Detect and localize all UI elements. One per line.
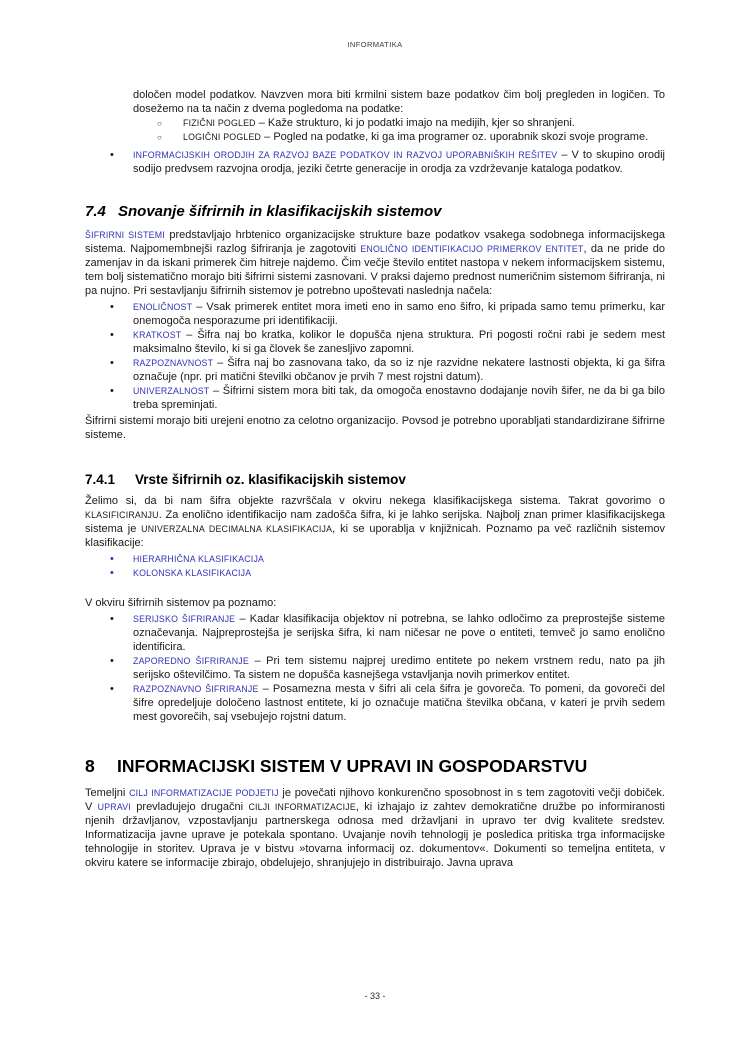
body-text: – Šifra naj bo kratka, kolikor le dopušča njena struktura. Pri pogosti ročni rabi je sedem mest maksimalno število, ki si ga človek še zanesljivo zapomni. [133, 329, 665, 355]
term-text: LOGIČNI POGLED [183, 132, 262, 142]
body-text: predstavljajo hrbtenico organizacijske strukture baze podatkov vsakega sodobnega informacijskega sistema. Najpomembnejši razlog šifriranja je zagotoviti [85, 229, 665, 255]
body-text: Želimo si, da bi nam šifra objekte razvrščala v okviru nekega klasifikacijskega sistema. Takrat govorimo o [85, 495, 665, 507]
coding-types-list [85, 612, 665, 724]
term-text: UPRAVI [97, 802, 131, 812]
term-text: UNIVERZALNOST [133, 386, 210, 396]
list-item [85, 682, 665, 724]
body-text: Šifrirni sistemi morajo biti urejeni enotno za celotno organizacijo. Povsod je potrebno uporabljati standardizirane šifrirne sisteme. [85, 415, 665, 441]
section-heading-7-4 [85, 202, 665, 221]
paragraph-coding-types-intro [85, 596, 665, 610]
list-item [85, 328, 665, 356]
body-text: – Kaže strukturo, ki jo podatki imajo na medijih, kjer so shranjeni. [255, 117, 575, 129]
term-text: CILJI INFORMATIZACIJE [248, 802, 356, 812]
body-text: , ki izhajajo iz zahtev demokratične družbe po informiranosti njenih državljanov, vzpostavljanju partnerskega odnosa med državljani in upravo ter dvig kvalitete sredstev. Informatizacija javne uprave je potekala spontano. Uvajanje novih tehnologij je posledica pritiska trga informacijske tehnologije in storitev. Uprava je v bistvu »tovarna informacij oz. dokumentov«. Dokumenti so temeljna entiteta, v okviru katere se informacije zbirajo, obdelujejo, shranjujejo in distribuirajo. Javna uprava [85, 801, 665, 869]
term-text: KLASIFICIRANJU [85, 510, 159, 520]
list-item [85, 612, 665, 654]
classification-list [85, 552, 665, 580]
list-item [85, 654, 665, 682]
paragraph-standardized [85, 414, 665, 442]
body-text: – Posamezna mesta v šifri ali cela šifra je govoreča. To pomeni, da govoreči del šifre opredeljuje določeno lastnost entitete, ki jo označuje matična številka občana, v kateri je prvih sedem mest govorečih, saj vsebujejo rojstni datum. [133, 683, 665, 723]
section-heading-8 [85, 755, 665, 777]
list-item [85, 300, 665, 328]
body-text: – Vsak primerek entitet mora imeti eno in samo eno šifro, ki pripada samo temu primerku, kar onemogoča nesporazume pri identifikaciji. [133, 301, 665, 327]
heading-title: INFORMACIJSKI SISTEM V UPRAVI IN GOSPODARSTVU [117, 756, 588, 776]
heading-number: 7.4.1 [85, 472, 116, 487]
body-text: je povečati njihovo konkurenčno sposobnost in s tem zagotoviti večji dobiček. V [85, 787, 665, 813]
paragraph-data-model [133, 88, 665, 116]
term-text: CILJ INFORMATIZACIJE PODJETIJ [129, 788, 279, 798]
body-text: – Šifrirni sistem mora biti tak, da omogoča enostavno dodajanje novih šifer, ne da bi ga bilo treba spreminjati. [133, 385, 665, 411]
list-item [85, 130, 665, 144]
coding-principles-list [85, 300, 665, 412]
term-text: SERIJSKO ŠIFRIRANJE [133, 614, 236, 624]
body-text: . Za enolično identifikacijo nam zadošča šifra, ki je lahko serijska. Najbolj znan primer klasifikacijskega sistema je [85, 509, 665, 535]
term-text: RAZPOZNAVNO ŠIFRIRANJE [133, 684, 259, 694]
term-text: INFORMACIJSKIH ORODJIH ZA RAZVOJ BAZE PODATKOV IN RAZVOJ UPORABNIŠKIH REŠITEV [133, 150, 558, 160]
heading-title: Snovanje šifrirnih in klasifikacijskih sistemov [118, 203, 442, 220]
list-item [85, 148, 665, 176]
term-text: KOLONSKA KLASIFIKACIJA [133, 568, 252, 578]
body-text: – Pogled na podatke, ki ga ima programer oz. uporabnik skozi svoje programe. [261, 131, 649, 143]
term-text: KRATKOST [133, 330, 182, 340]
heading-number: 8 [85, 756, 95, 776]
body-text: , ki se uporablja v knjižnicah. Poznamo pa več različnih sistemov klasifikacije: [85, 523, 665, 549]
list-item [85, 384, 665, 412]
paragraph-classification [85, 494, 665, 550]
page-number: - 33 - [364, 991, 386, 1001]
term-text: ZAPOREDNO ŠIFRIRANJE [133, 656, 249, 666]
body-text: , da ne pride do zamenjav in da iskani primerek čim hitreje najdemo. Čim večje število entitet nastopa v nekem informacijskem sistemu, tem bolj sistematično morajo biti šifrirni sistemi zasnovani. V praksi dajemo prednost numeričnim sistemom šifriranja, ni pa nujno. Pri sestavljanju šifrirnih sistemov je potrebno upoštevati naslednja načela: [85, 243, 665, 297]
list-item [85, 356, 665, 384]
term-text: ENOLIČNOST [133, 302, 193, 312]
section-heading-7-4-1 [85, 471, 665, 488]
heading-number: 7.4 [85, 203, 106, 220]
body-text: – Pri tem sistemu najprej uredimo entitete po nekem vrstnem redu, nato pa jih serijsko oštevilčimo. Ta sistem ne dopušča kasnejšega vstavljanja novih primerkov entitet. [133, 655, 665, 681]
term-text: ŠIFRIRNI SISTEMI [85, 230, 165, 240]
body-text: V okviru šifrirnih sistemov pa poznamo: [85, 597, 277, 609]
list-item [85, 116, 665, 130]
body-text: Temeljni [85, 787, 130, 799]
term-text: UNIVERZALNA DECIMALNA KLASIFIKACIJA [141, 524, 333, 534]
list-item [85, 566, 665, 580]
page-body [85, 88, 665, 870]
view-types-list [85, 116, 665, 144]
term-text: FIZIČNI POGLED [183, 118, 256, 128]
running-header: INFORMATIKA [347, 40, 403, 49]
paragraph-coding-systems [85, 228, 665, 298]
heading-title: Vrste šifrirnih oz. klasifikacijskih sistemov [135, 472, 406, 487]
list-item [85, 552, 665, 566]
body-text: prevladujejo drugačni [130, 801, 249, 813]
term-text: ENOLIČNO IDENTIFIKACIJO PRIMERKOV ENTITET [360, 244, 584, 254]
term-text: RAZPOZNAVNOST [133, 358, 214, 368]
body-text: – V to skupino orodij sodijo predvsem razvojna orodja, jeziki četrte generacije in orodja za vzdrževanje kataloga podatkov. [133, 149, 665, 175]
body-text: določen model podatkov. Navzven mora biti krmilni sistem baze podatkov čim bolj pregleden in logičen. To dosežemo na ta način z dvema pogledoma na podatke: [133, 89, 665, 115]
body-text: – Šifra naj bo zasnovana tako, da so iz nje razvidne nekatere lastnosti objekta, ki ga šifra označuje (npr. pri matični številki občanov je prvih 7 mest rojstni datum). [133, 357, 665, 383]
body-text: – Kadar klasifikacija objektov ni potrebna, se lahko odločimo za preprostejše sisteme označevanja. Najpreprostejša je serijska šifra, ki nam ničesar ne pove o entiteti, temveč jo samo enolično identificira. [133, 613, 665, 653]
term-text: HIERARHIČNA KLASIFIKACIJA [133, 554, 265, 564]
paragraph-administration [85, 786, 665, 870]
